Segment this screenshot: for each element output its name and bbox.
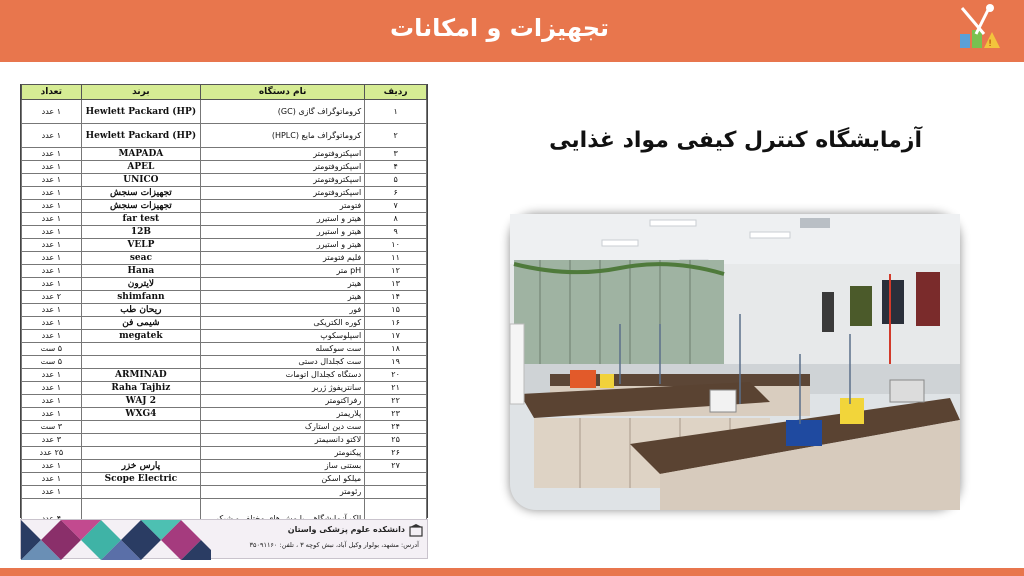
device-name-cell: اسپکتروفتومتر bbox=[201, 161, 365, 174]
row-number-cell: ۸ bbox=[365, 213, 427, 226]
table-row bbox=[22, 213, 427, 226]
table-row bbox=[22, 187, 427, 200]
svg-text:!: ! bbox=[988, 39, 992, 49]
count-cell: ۱ عدد bbox=[22, 239, 82, 252]
row-number-cell: ۱۴ bbox=[365, 291, 427, 304]
brand-cell: شیمی فن bbox=[81, 317, 200, 330]
count-cell: ۲ عدد bbox=[22, 291, 82, 304]
count-cell: ۱ عدد bbox=[22, 148, 82, 161]
count-cell: ۱ عدد bbox=[22, 369, 82, 382]
brand-cell: تجهیزات سنجش bbox=[81, 200, 200, 213]
brand-cell: Raha Tajhiz bbox=[81, 382, 200, 395]
device-name-cell: فتومتر bbox=[201, 200, 365, 213]
table-row bbox=[22, 265, 427, 278]
count-cell: ۱ عدد bbox=[22, 124, 82, 148]
table-row bbox=[22, 278, 427, 291]
row-number-cell: ۱۶ bbox=[365, 317, 427, 330]
count-cell: ۵ ست bbox=[22, 343, 82, 356]
device-name-cell: هیتر و استیرر bbox=[201, 239, 365, 252]
count-cell: ۱ عدد bbox=[22, 317, 82, 330]
brand-cell: Hana bbox=[81, 265, 200, 278]
device-name-cell: اسپلوسکوپ bbox=[201, 330, 365, 343]
brand-cell: Scope Electric bbox=[81, 473, 200, 486]
row-number-cell: ۲۵ bbox=[365, 434, 427, 447]
count-cell: ۱ عدد bbox=[22, 213, 82, 226]
count-cell: ۱ عدد bbox=[22, 330, 82, 343]
row-number-cell: ۲۷ bbox=[365, 460, 427, 473]
slide-title: تجهیزات و امکانات bbox=[389, 14, 609, 42]
device-name-cell: کوره الکتریکی bbox=[201, 317, 365, 330]
laboratory-photo bbox=[510, 214, 960, 510]
device-name-cell: لاکتو دانسیمتر bbox=[201, 434, 365, 447]
count-cell: ۱ عدد bbox=[22, 200, 82, 213]
device-name-cell: دستگاه کجلدال اتومات bbox=[201, 369, 365, 382]
lab-title: آزمایشگاه کنترل کیفی مواد غذایی bbox=[549, 128, 922, 153]
col-header-name: نام دستگاه bbox=[201, 85, 365, 100]
brand-cell: WAJ 2 bbox=[81, 395, 200, 408]
row-number-cell: ۲۱ bbox=[365, 382, 427, 395]
laboratory-photo-icon bbox=[510, 214, 960, 510]
device-name-cell: رفراکتومتر bbox=[201, 395, 365, 408]
table-row bbox=[22, 200, 427, 213]
brand-cell bbox=[81, 343, 200, 356]
brand-cell: ARMINAD bbox=[81, 369, 200, 382]
decorative-pattern bbox=[21, 520, 211, 560]
device-name-cell: کروماتوگراف گازی (GC) bbox=[201, 100, 365, 124]
university-footer-banner bbox=[20, 519, 428, 559]
table-row bbox=[22, 252, 427, 265]
brand-cell: seac bbox=[81, 252, 200, 265]
row-number-cell: ۳ bbox=[365, 148, 427, 161]
brand-cell bbox=[81, 486, 200, 499]
row-number-cell: ۱۵ bbox=[365, 304, 427, 317]
count-cell: ۱ عدد bbox=[22, 161, 82, 174]
brand-cell: تجهیزات سنجش bbox=[81, 187, 200, 200]
table-row bbox=[22, 421, 427, 434]
table-row bbox=[22, 408, 427, 421]
count-cell: ۱ عدد bbox=[22, 382, 82, 395]
brand-cell: MAPADA bbox=[81, 148, 200, 161]
row-number-cell: ۲۰ bbox=[365, 369, 427, 382]
count-cell: ۳ ست bbox=[22, 421, 82, 434]
device-name-cell: ست کجلدال دستی bbox=[201, 356, 365, 369]
device-name-cell: ست دین استارک bbox=[201, 421, 365, 434]
row-number-cell: ۲۶ bbox=[365, 447, 427, 460]
device-name-cell: هیتر bbox=[201, 278, 365, 291]
brand-cell: ریحان طب bbox=[81, 304, 200, 317]
device-name-cell: اسپکتروفتومتر bbox=[201, 174, 365, 187]
table-row bbox=[22, 343, 427, 356]
count-cell: ۱ عدد bbox=[22, 226, 82, 239]
device-name-cell: پلاریمتر bbox=[201, 408, 365, 421]
col-header-count: تعداد bbox=[22, 85, 82, 100]
row-number-cell: ۲۳ bbox=[365, 408, 427, 421]
row-number-cell: ۲ bbox=[365, 124, 427, 148]
brand-cell: Hewlett Packard (HP) bbox=[81, 124, 200, 148]
table-row bbox=[22, 100, 427, 124]
row-number-cell: ۲۴ bbox=[365, 421, 427, 434]
table-row bbox=[22, 473, 427, 486]
row-number-cell: ۴ bbox=[365, 161, 427, 174]
equipment-table bbox=[20, 84, 428, 518]
brand-cell: لایترون bbox=[81, 278, 200, 291]
count-cell: ۱ عدد bbox=[22, 174, 82, 187]
count-cell: ۱ عدد bbox=[22, 304, 82, 317]
count-cell: ۵ ست bbox=[22, 356, 82, 369]
table-row bbox=[22, 460, 427, 473]
row-number-cell: ۱۲ bbox=[365, 265, 427, 278]
university-logo-icon bbox=[409, 524, 423, 538]
count-cell: ۱ عدد bbox=[22, 252, 82, 265]
count-cell: ۱ عدد bbox=[22, 187, 82, 200]
lab-tools-icon bbox=[954, 4, 1000, 54]
device-name-cell: هیتر bbox=[201, 291, 365, 304]
device-name-cell: سانتریفوژ ژربر bbox=[201, 382, 365, 395]
brand-cell: megatek bbox=[81, 330, 200, 343]
brand-cell: UNICO bbox=[81, 174, 200, 187]
bottom-accent-bar bbox=[0, 568, 1024, 576]
brand-cell: VELP bbox=[81, 239, 200, 252]
table-row bbox=[22, 356, 427, 369]
count-cell: ۱ عدد bbox=[22, 460, 82, 473]
row-number-cell: ۷ bbox=[365, 200, 427, 213]
university-name: دانشکده علوم پزشکی واستان bbox=[287, 525, 405, 534]
table-row bbox=[22, 395, 427, 408]
device-name-cell: کروماتوگراف مایع (HPLC) bbox=[201, 124, 365, 148]
table-row bbox=[22, 330, 427, 343]
count-cell: ۲۵ عدد bbox=[22, 447, 82, 460]
device-name-cell: هیتر و استیرر bbox=[201, 226, 365, 239]
table-header-row bbox=[22, 85, 427, 100]
device-name-cell: فلیم فتومتر bbox=[201, 252, 365, 265]
table-row bbox=[22, 447, 427, 460]
brand-cell: APEL bbox=[81, 161, 200, 174]
brand-cell: 12B bbox=[81, 226, 200, 239]
count-cell: ۱ عدد bbox=[22, 278, 82, 291]
device-name-cell: اسپکتروفتومتر bbox=[201, 148, 365, 161]
device-name-cell: فور bbox=[201, 304, 365, 317]
count-cell: ۱ عدد bbox=[22, 408, 82, 421]
table-row bbox=[22, 304, 427, 317]
table-row bbox=[22, 291, 427, 304]
row-number-cell: ۱۱ bbox=[365, 252, 427, 265]
count-cell: ۱ عدد bbox=[22, 265, 82, 278]
brand-cell: Hewlett Packard (HP) bbox=[81, 100, 200, 124]
slide-header bbox=[0, 0, 1024, 62]
brand-cell bbox=[81, 356, 200, 369]
col-header-row: ردیف bbox=[365, 85, 427, 100]
brand-cell: پارس خزر bbox=[81, 460, 200, 473]
brand-cell: far test bbox=[81, 213, 200, 226]
table-row bbox=[22, 148, 427, 161]
table-row bbox=[22, 382, 427, 395]
brand-cell: shimfann bbox=[81, 291, 200, 304]
table-row bbox=[22, 124, 427, 148]
device-name-cell: هیتر و استیرر bbox=[201, 213, 365, 226]
brand-cell bbox=[81, 421, 200, 434]
table-row bbox=[22, 317, 427, 330]
equipment-list bbox=[21, 84, 427, 539]
count-cell: ۱ عدد bbox=[22, 473, 82, 486]
table-row bbox=[22, 239, 427, 252]
brand-cell: WXG4 bbox=[81, 408, 200, 421]
device-name-cell: رئومتر bbox=[201, 486, 365, 499]
row-number-cell: ۵ bbox=[365, 174, 427, 187]
device-name-cell: اسپکتروفتومتر bbox=[201, 187, 365, 200]
brand-cell bbox=[81, 434, 200, 447]
row-number-cell: ۹ bbox=[365, 226, 427, 239]
device-name-cell: میلکو اسکن bbox=[201, 473, 365, 486]
row-number-cell bbox=[365, 473, 427, 486]
count-cell: ۳ عدد bbox=[22, 434, 82, 447]
table-row bbox=[22, 174, 427, 187]
row-number-cell: ۱۸ bbox=[365, 343, 427, 356]
table-row bbox=[22, 486, 427, 499]
col-header-brand: برند bbox=[81, 85, 200, 100]
count-cell: ۱ عدد bbox=[22, 486, 82, 499]
row-number-cell: ۱ bbox=[365, 100, 427, 124]
row-number-cell: ۲۲ bbox=[365, 395, 427, 408]
row-number-cell bbox=[365, 486, 427, 499]
table-row bbox=[22, 226, 427, 239]
table-row bbox=[22, 434, 427, 447]
table-row bbox=[22, 161, 427, 174]
row-number-cell: ۱۷ bbox=[365, 330, 427, 343]
row-number-cell: ۱۰ bbox=[365, 239, 427, 252]
row-number-cell: ۶ bbox=[365, 187, 427, 200]
brand-cell bbox=[81, 447, 200, 460]
device-name-cell: ست سوکسله bbox=[201, 343, 365, 356]
table-body bbox=[22, 100, 427, 539]
row-number-cell: ۱۹ bbox=[365, 356, 427, 369]
count-cell: ۱ عدد bbox=[22, 100, 82, 124]
table-row bbox=[22, 369, 427, 382]
device-name-cell: بستنی ساز bbox=[201, 460, 365, 473]
device-name-cell: پیکنومتر bbox=[201, 447, 365, 460]
row-number-cell: ۱۳ bbox=[365, 278, 427, 291]
device-name-cell: pH متر bbox=[201, 265, 365, 278]
count-cell: ۱ عدد bbox=[22, 395, 82, 408]
university-address: آدرس: مشهد، بولوار وکیل آباد، نبش کوچه ۳ ، تلفن: ۳۵۰۹۱۱۶۰ bbox=[249, 541, 419, 549]
